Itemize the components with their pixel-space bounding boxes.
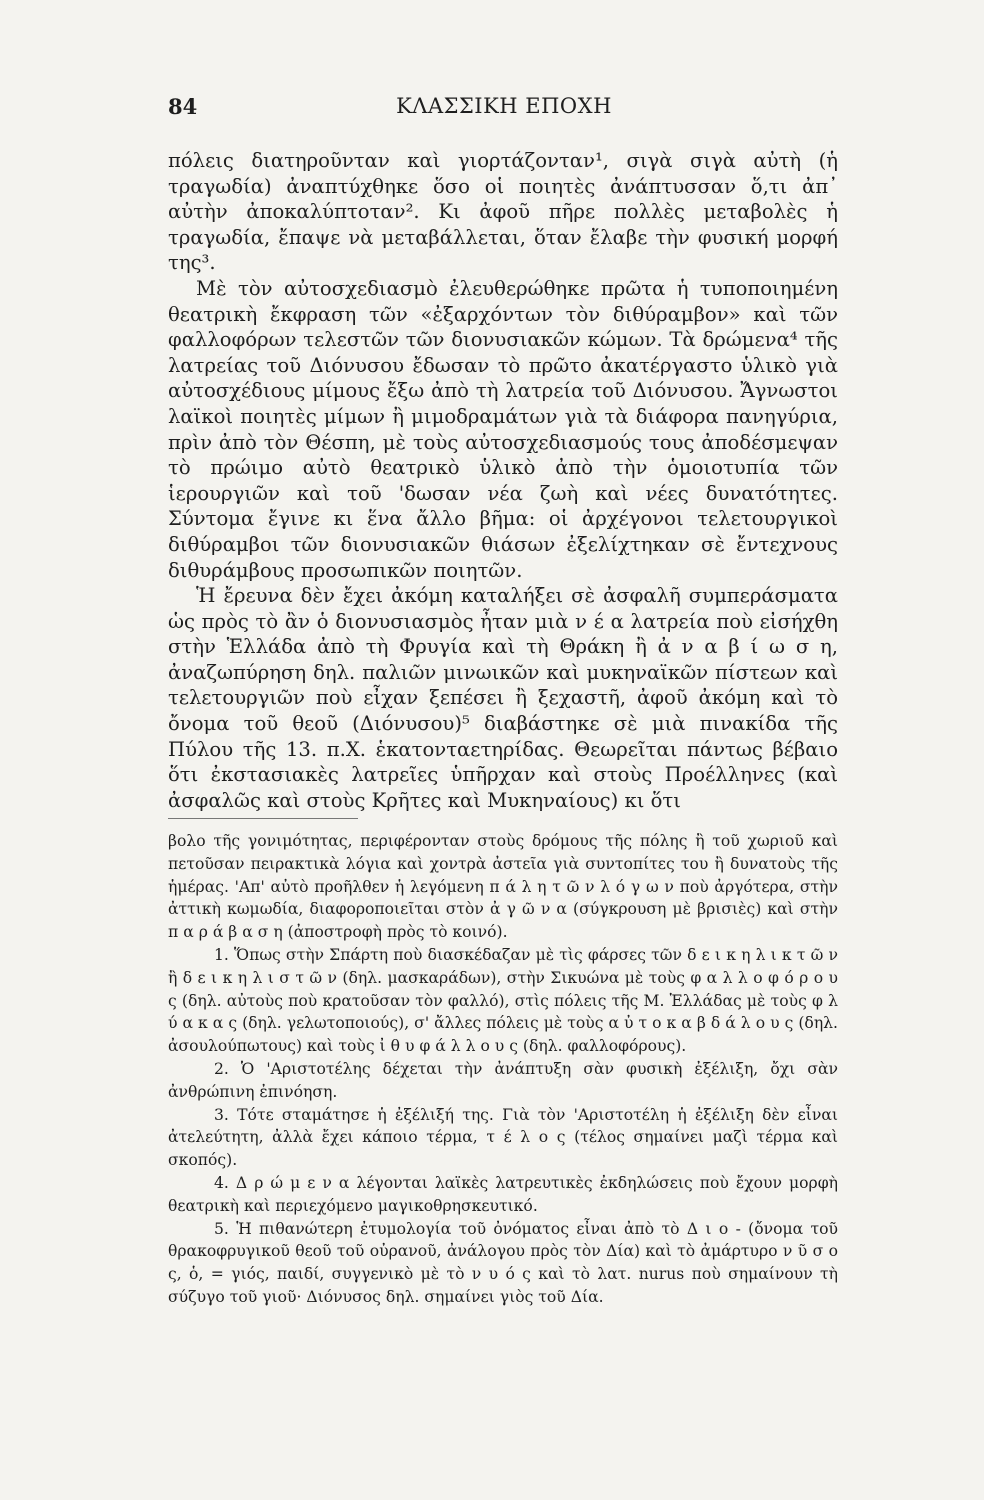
footnote-continuation: βολο τῆς γονιμότητας, περιφέρονταν στοὺς δρόμους τῆς πόλης ἢ τοῦ χωριοῦ καὶ πετοῦσαν πειρακτικὰ λόγια καὶ χοντρὰ ἀστεῖα γιὰ συντοπίτες του ἢ δυνατοὺς τῆς ἡμέρας. 'Απ' αὐτὸ προῆλθεν ἡ λεγόμενη π ά λ η τ ῶ ν λ ό γ ω ν ποὺ ἀργότερα, στὴν ἀττικὴ κωμωδία, διαφοροποιεῖται στὸν ἀ γ ῶ ν α (σύγκρουση μὲ βρισιὲς) καὶ στὴν π α ρ ά β α σ η (ἀποστροφὴ πρὸς τὸ κοινό).	[168, 832, 838, 942]
footnote-rule	[168, 818, 358, 819]
footnote-3: 3. Τότε σταμάτησε ἡ ἐξέλιξή της. Γιὰ τὸν 'Αριστοτέλη ἡ ἐξέλιξη δὲν εἶναι ἀτελεύτητη, ἀλλὰ ἔχει κάποιο τέρμα, τ έ λ ο ς (τέλος σημαίνει μαζὶ τέρμα καὶ σκοπός).	[168, 1105, 838, 1170]
page-header	[168, 90, 840, 124]
footnote-4: 4. Δ ρ ώ μ ε ν α λέγονται λαϊκὲς λατρευτικὲς ἐκδηλώσεις ποὺ ἔχουν μορφὴ θεατρικὴ καὶ περιεχόμενο μαγικοθρησκευτικό.	[168, 1173, 838, 1215]
footnote-5: 5. Ἡ πιθανώτερη ἐτυμολογία τοῦ ὀνόματος εἶναι ἀπὸ τὸ Δ ι ο - (ὄνομα τοῦ θρακοφρυγικοῦ θεοῦ τοῦ οὐρανοῦ, ἀνάλογου πρὸς τὸν Δία) καὶ τὸ ἀμάρτυρο ν ῦ σ ο ς, ὁ, = γιός, παιδί, συγγενικὸ μὲ τὸ ν υ ό ς καὶ τὸ λατ. nurus ποὺ σημαίνουν τὴ σύζυγο τοῦ γιοῦ· Διόνυσος δηλ. σημαίνει γιὸς τοῦ Δία.	[168, 1219, 838, 1306]
footnote-2: 2. Ὁ 'Αριστοτέλης δέχεται τὴν ἀνάπτυξη σὰν φυσικὴ ἐξέλιξη, ὄχι σὰν ἀνθρώπινη ἐπινόηση.	[168, 1059, 838, 1101]
paragraph-3: Ἡ ἔρευνα δὲν ἔχει ἀκόμη καταλήξει σὲ ἀσφαλῆ συμπεράσματα ὡς πρὸς τὸ ἂν ὁ διονυσιασμὸς ἦταν μιὰ ν έ α λατρεία ποὺ εἰσήχθη στὴν Ἑλλάδα ἀπὸ τὴ Φρυγία καὶ τὴ Θράκη ἢ ἀ ν α β ί ω σ η, ἀναζωπύρηση δηλ. παλιῶν μινωικῶν καὶ μυκηναϊκῶν πίστεων καὶ τελετουργιῶν ποὺ εἶχαν ξεπέσει ἢ ξεχαστῆ, ἀφοῦ ἀκόμη καὶ τὸ ὄνομα τοῦ θεοῦ (Διόνυσου)⁵ διαβάστηκε σὲ μιὰ πινακίδα τῆς Πύλου τῆς 13. π.Χ. ἑκατονταετηρίδας. Θεωρεῖται πάντως βέβαιο ὅτι ἐκστασιακὲς λατρεῖες ὑπῆρχαν καὶ στοὺς Προέλληνες (καὶ ἀσφαλῶς καὶ στοὺς Κρῆτες καὶ Μυκηναίους) κι ὅτι	[168, 584, 838, 812]
paragraph-1: πόλεις διατηροῦνταν καὶ γιορτάζονταν¹, σιγὰ σιγὰ αὐτὴ (ἡ τραγωδία) ἀναπτύχθηκε ὅσο οἱ ποιητὲς ἀνάπτυσσαν ὅ,τι ἀπ᾽ αὐτὴν ἀποκαλύπτοταν². Κι ἀφοῦ πῆρε πολλὲς μεταβολὲς ἡ τραγωδία, ἔπαψε νὰ μεταβάλλεται, ὅταν ἔλαβε τὴν φυσική μορφή της³.	[168, 149, 838, 275]
paragraph-2: Μὲ τὸν αὐτοσχεδιασμὸ ἐλευθερώθηκε πρῶτα ἡ τυποποιημένη θεατρικὴ ἔκφραση τῶν «ἐξαρχόντων τὸν διθύραμβον» καὶ τῶν φαλλοφόρων τελεστῶν τῶν διονυσιακῶν κώμων. Τὰ δρώμενα⁴ τῆς λατρείας τοῦ Διόνυσου ἔδωσαν τὸ πρῶτο ἀκατέργαστο ὑλικὸ γιὰ αὐτοσχέδιους μίμους ἔξω ἀπὸ τὴ λατρεία τοῦ Διόνυσου. Ἄγνωστοι λαϊκοὶ ποιητὲς μίμων ἢ μιμοδραμάτων γιὰ τὰ διάφορα πανηγύρια, πρὶν ἀπὸ τὸν Θέσπη, μὲ τοὺς αὐτοσχεδιασμούς τους ἀποδέσμεψαν τὸ πρώιμο αὐτὸ θεατρικὸ ὑλικὸ ἀπὸ τὴν ὁμοιοτυπία τῶν ἱερουργιῶν καὶ τοῦ 'δωσαν νέα ζωὴ καὶ νέες δυνατότητες. Σύντομα ἔγινε κι ἕνα ἄλλο βῆμα: οἱ ἀρχέγονοι τελετουργικοὶ διθύραμβοι τῶν διονυσιακῶν θιάσων ἐξελίχτηκαν σὲ ἔντεχνους διθυράμβους προσωπικῶν ποιητῶν.	[168, 276, 838, 582]
running-title: ΚΛΑΣΣΙΚΗ ΕΠΟΧΗ	[396, 94, 612, 118]
page-number: 84	[168, 94, 198, 119]
footnote-1: 1. Ὅπως στὴν Σπάρτη ποὺ διασκέδαζαν μὲ τὶς φάρσες τῶν δ ε ι κ η λ ι κ τ ῶ ν ἢ δ ε ι κ η λ ι σ τ ῶ ν (δηλ. μασκαράδων), στὴν Σικυώνα μὲ τοὺς φ α λ λ ο φ ό ρ ο υ ς (δηλ. αὐτοὺς ποὺ κρατοῦσαν τὸν φαλλό), στὶς πόλεις τῆς Μ. Ἑλλάδας μὲ τοὺς φ λ ύ α κ α ς (δηλ. γελωτοποιούς), σ' ἄλλες πόλεις μὲ τοὺς α ὐ τ ο κ α β δ ά λ ο υ ς (δηλ. ἀσουλούπωτους) καὶ τοὺς ἰ θ υ φ ά λ λ ο υ ς (δηλ. φαλλοφόρους).	[168, 945, 838, 1056]
main-text	[168, 148, 838, 813]
footnotes	[168, 830, 838, 1309]
